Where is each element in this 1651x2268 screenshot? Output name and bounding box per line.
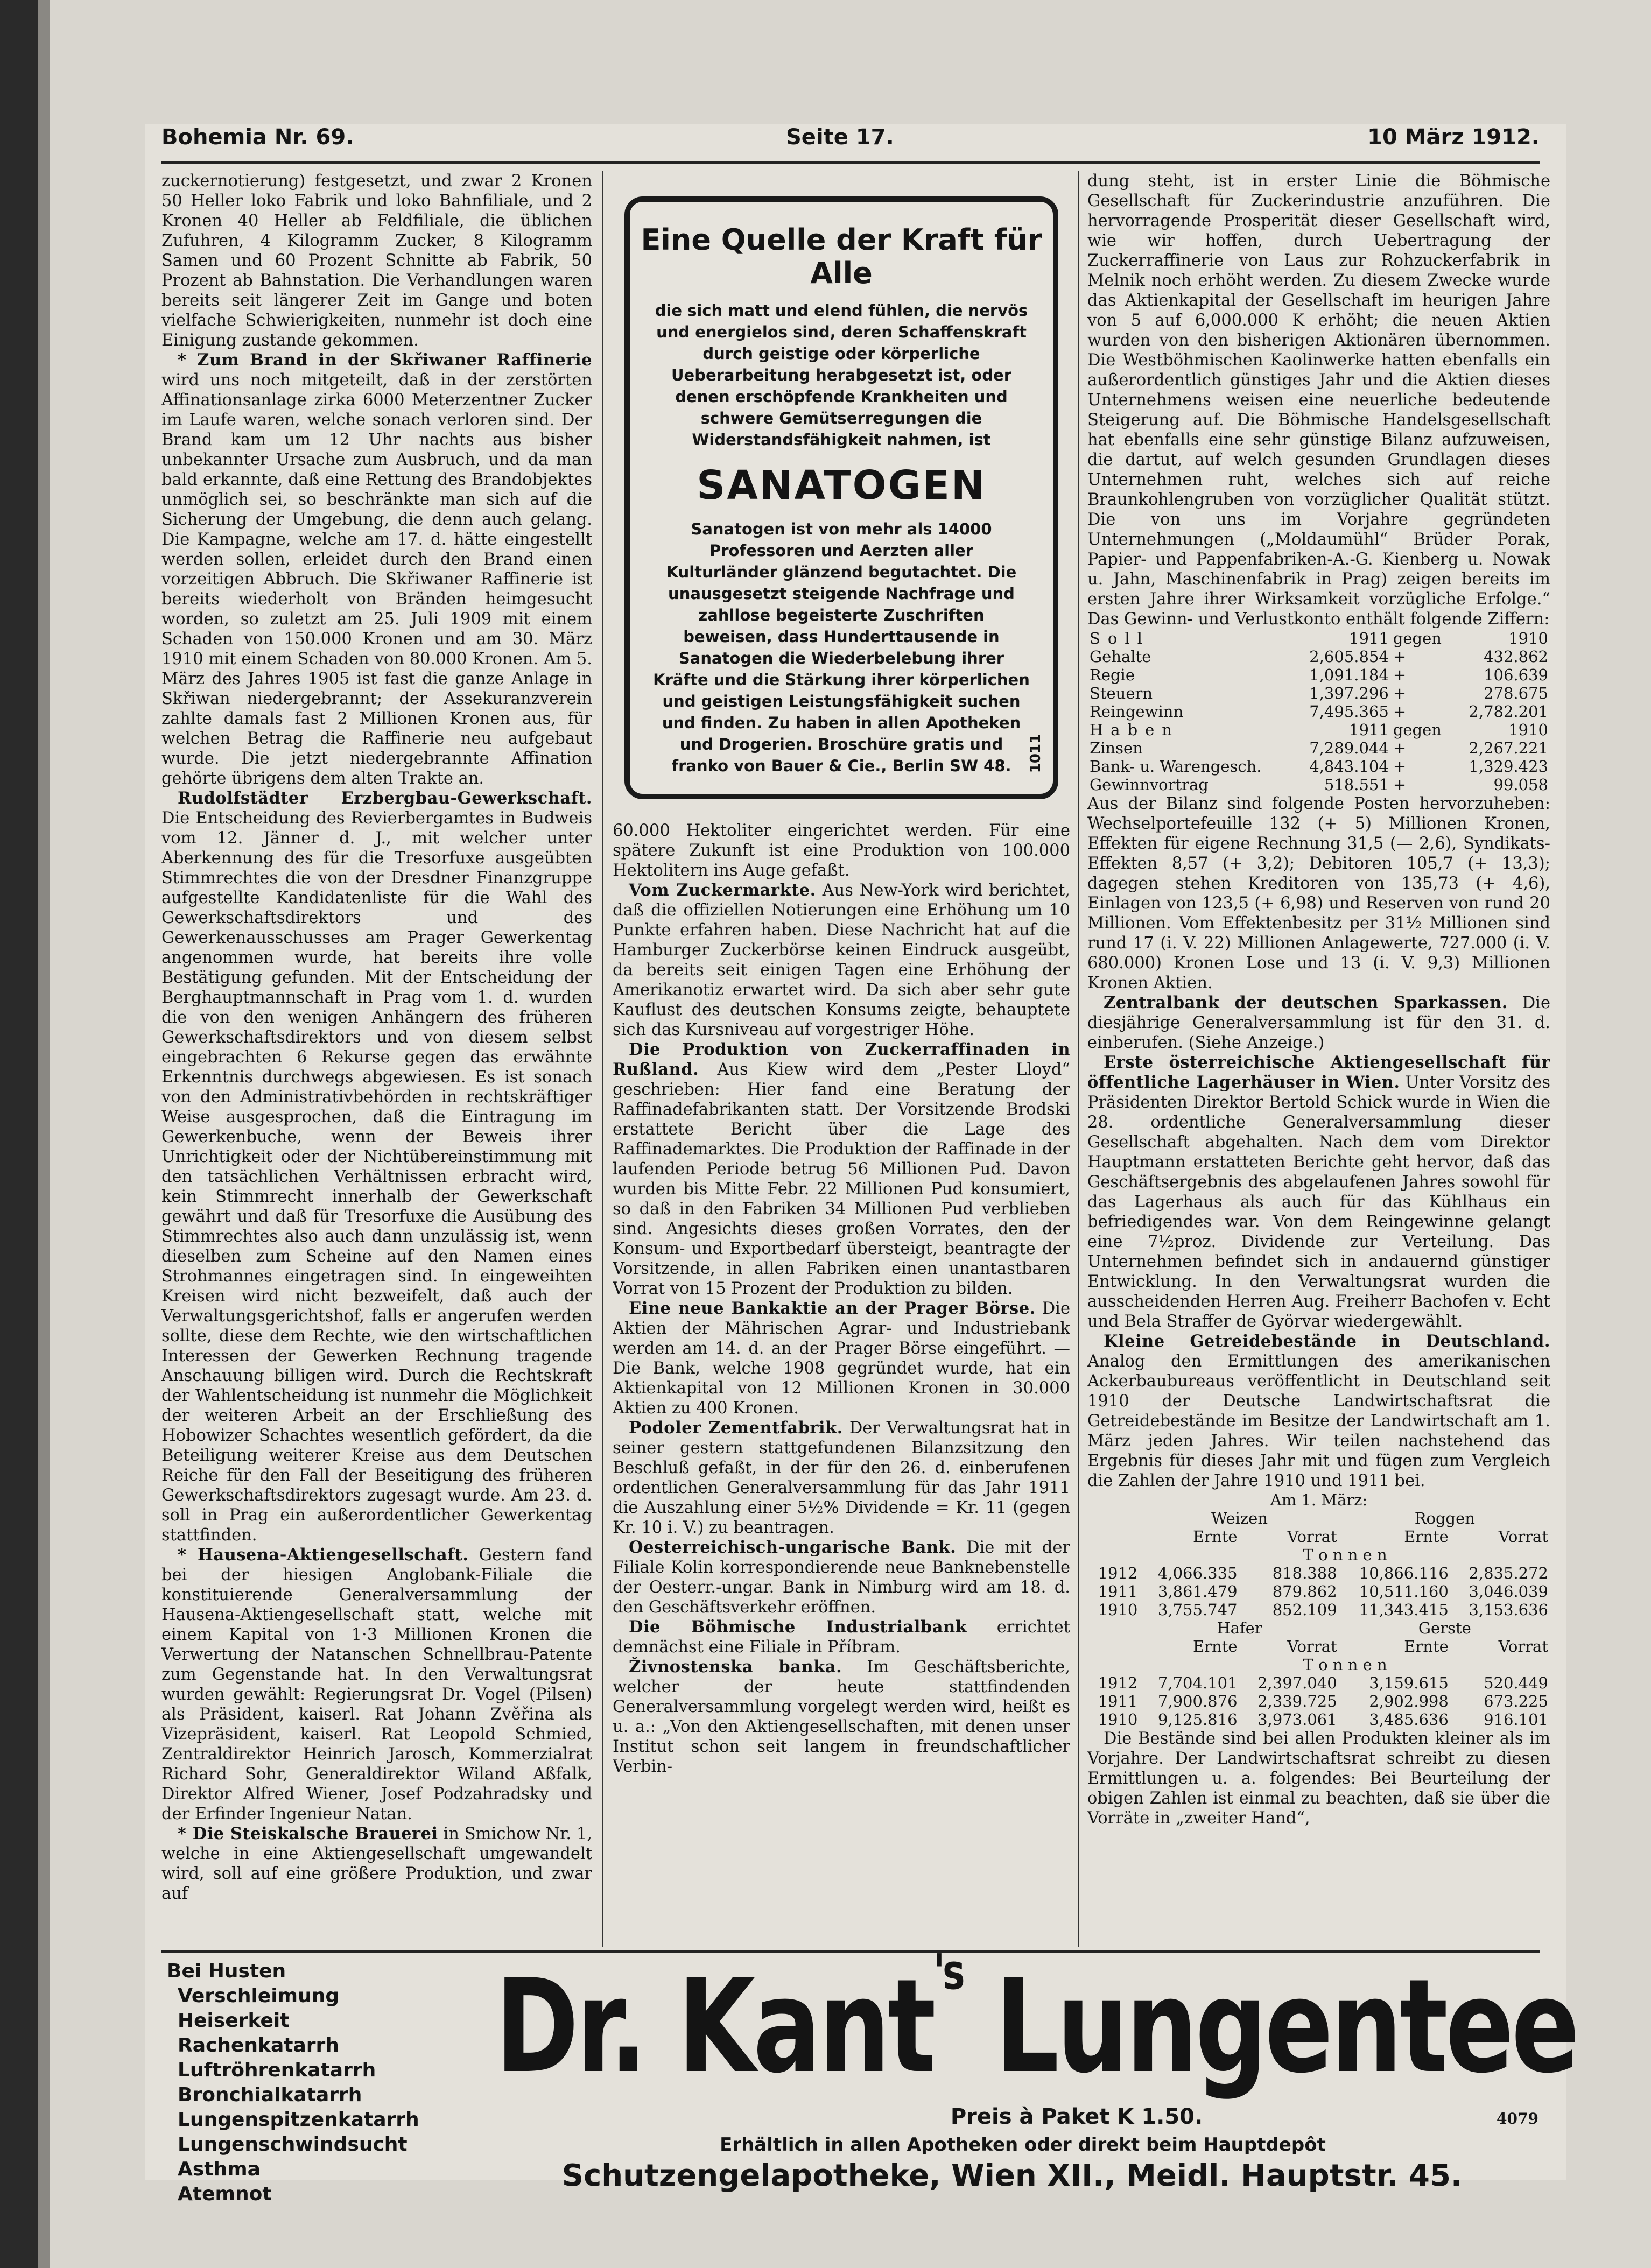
- table-cell: 432.862: [1484, 647, 1548, 666]
- table-cell: Vorrat: [1287, 1637, 1337, 1656]
- table-row: [1087, 1546, 1550, 1564]
- table-cell: Haben: [1090, 721, 1179, 739]
- article-text: Die Bestände sind bei allen Produkten kleiner als im Vorjahre. Der Landwirtschaftsrat schreibt zu diesen Ermittlungen u. a. folgendes: Bei Beurteilung der obigen Zahlen ist einmal zu beachten, daß sie über die Vorräte in „zweiter Hand“,: [1087, 1729, 1550, 1828]
- table-row: [1087, 1674, 1550, 1692]
- table-cell: Reingewinn: [1090, 702, 1184, 721]
- table-cell: 106.639: [1484, 666, 1548, 684]
- table-cell: T o n n e n: [1303, 1546, 1387, 1564]
- table-cell: +: [1393, 647, 1407, 666]
- table-cell: +: [1393, 739, 1407, 757]
- table-row: [1087, 739, 1550, 757]
- article-text: Unter Vorsitz des Präsidenten Direktor Bertold Schick wurde in Wien die 28. ordentliche Generalversammlung dieser Gesellschaft abgehalten. Nach dem vom Direktor Hauptmann erstatteten Berichte geht hervor, daß das Geschäftsergebnis des abgelaufenen Jahres sowohl für das Lagerhaus als auch für das Kühlhaus ein befriedigendes war. Von dem Reingewinne gelangt eine 7½proz. Dividende zur Verteilung. Das Unternehmen befindet sich in andauernd günstiger Entwicklung. In den Verwaltungsrat wurden die ausscheidenden Herren Aug. Freiherr Bachofen v. Echt und Bela Straffer de Györvar wiedergewählt.: [1087, 1073, 1550, 1331]
- table-row: [1087, 1582, 1550, 1601]
- table-row: [1087, 1656, 1550, 1674]
- article-text: wird uns noch mitgeteilt, daß in der zerstörten Affinationsanlage zirka 6000 Meterzentner Zucker im Laufe waren, welche sonach verloren sind. Der Brand kam um 12 Uhr nachts aus bisher unbekannter Ursache zum Ausbruch, und da man bald erkannte, daß eine Rettung des Brandobjektes unmöglich sei, so beschränkte man sich auf die Sicherung der Umgebung, die denn auch gelang. Die Kampagne, welche am 17. d. hätte eingestellt werden sollen, erleidet durch den Brand einen vorzeitigen Abbruch. Die Skřiwaner Raffinerie ist bereits wiederholt von Bränden heimgesucht worden, so zuletzt am 25. Juli 1909 mit einem Schaden von 150.000 Kronen und am 30. März 1910 mit einem Schaden von 80.000 Kronen. Am 5. März des Jahres 1905 ist fast die ganze Anlage in Skřiwan niedergebrannt; der Assekuranzverein zahlte damals fast 2 Millionen Kronen aus, für welchen Betrag die Raffinerie neu aufgebaut wurde. Die jetzt niedergebrannte Affination gehörte übrigens dem alten Trakte an.: [161, 371, 592, 788]
- title-main: Dr. Kant: [495, 1951, 934, 2102]
- table-cell: 1911: [1098, 1582, 1138, 1601]
- article-paragraph: [161, 171, 592, 350]
- table-cell: T o n n e n: [1303, 1656, 1387, 1674]
- table-cell: Gehalte: [1090, 647, 1151, 666]
- table-cell: 818.388: [1272, 1564, 1337, 1582]
- table-cell: 1911: [1349, 629, 1389, 647]
- table-cell: 1912: [1098, 1674, 1138, 1692]
- table-row: [1087, 1710, 1550, 1729]
- article-lead: * Zum Brand in der Skřiwaner Raffinerie: [178, 350, 592, 370]
- article-text: zuckernotierung) festgesetzt, und zwar 2 Kronen 50 Heller loko Fabrik und loko Bahnfiliale, und 2 Kronen 40 Heller ab Feldfiliale, die üblichen Zufuhren, 4 Kilogramm Zucker, 8 Kilogramm Samen und 60 Prozent Schnitte ab Fabrik, 50 Prozent ab Bahnstation. Die Verhandlungen waren bereits seit längerer Zeit im Gange und boten vielfache Schwierigkeiten, nunmehr ist doch eine Einigung zustande gekommen.: [161, 172, 592, 350]
- table-cell: gegen: [1393, 721, 1442, 739]
- article-text: Gestern fand bei der hiesigen Anglobank-Filiale die konstituierende Generalversammlung der Hausena-Aktiengesellschaft statt, welche mit einem Kapital von 1·3 Millionen Kronen die Verwertung der Natanschen Schnellbrau-Patente zum Gegenstande hat. In den Verwaltungsrat wurden gewählt: Regierungsrat Dr. Vogel (Pilsen) als Präsident, kaiserl. Rat Johann Zvěřina als Vizepräsident, kaiserl. Rat Leopold Schmied, Zentraldirektor Heinrich Jarosch, Kommerzialrat Richard Sohr, Generaldirektor Wiland Aßfalk, Direktor Alfred Wiener, Josef Podzahradsky und der Erfinder Ingenieur Natan.: [161, 1546, 592, 1823]
- table-cell: gegen: [1393, 629, 1442, 647]
- table-cell: 673.225: [1484, 1692, 1548, 1710]
- table-row: [1087, 721, 1550, 739]
- table-cell: 1910: [1098, 1710, 1138, 1729]
- scan-binding-shadow: [38, 0, 50, 2268]
- table-cell: 3,159.615: [1369, 1674, 1449, 1692]
- article-paragraph: [161, 350, 592, 788]
- article-text: errichtet demnächst eine Filiale in Příbram.: [613, 1618, 1070, 1657]
- profit-loss-table: [1087, 629, 1550, 794]
- table-row: [1087, 1564, 1550, 1582]
- table-cell: 852.109: [1272, 1601, 1337, 1619]
- article-paragraph: [161, 788, 592, 1545]
- table-row: [1087, 1692, 1550, 1710]
- article-lead: Erste österreichische Aktiengesellschaft für öffentliche Lagerhäuser in Wien.: [1087, 1053, 1550, 1092]
- table-cell: 2,267.221: [1469, 739, 1548, 757]
- article-text: Die mit der Filiale Kolin korrespondierende neue Banknebenstelle der Oesterr.-ungar. Bank in Nimburg wird am 18. d. den Geschäftsverkehr eröffnen.: [613, 1538, 1070, 1617]
- ad-body: die sich matt und elend fühlen, die nervös und energielos sind, deren Schaffenskraft durch geistige oder körperliche Ueberarbeitung herabgesetzt ist, oder denen erschöpfende Krankheiten und schwere Gemütserregungen die Widerstandsfähigkeit nahmen, ist: [655, 301, 1028, 449]
- table-cell: 1912: [1098, 1564, 1138, 1582]
- symptom-item: Luftröhrenkatarrh: [178, 2059, 376, 2081]
- table-cell: 9,125.816: [1157, 1710, 1238, 1729]
- table-cell: 7,900.876: [1157, 1692, 1238, 1710]
- article-text: 60.000 Hektoliter eingerichtet werden. Für eine spätere Zukunft ist eine Produktion von 100.000 Hektolitern ins Auge gefaßt.: [613, 821, 1070, 880]
- table-cell: Ernte: [1404, 1637, 1449, 1656]
- table-cell: Gewinnvortrag: [1090, 776, 1209, 794]
- article-text: Analog den Ermittlungen des amerikanischen Ackerbaubureaus veröffentlicht in Deutschland seit 1910 der Deutsche Landwirtschaftsrat die Getreidebestände im Besitze der Landwirtschaft am 1. März jeden Jahres. Wir teilen nachstehend das Ergebnis für dieses Jahr mit und fügen zum Vergleich die Zahlen der Jahre 1910 und 1911 bei.: [1087, 1352, 1550, 1490]
- table-cell: 278.675: [1484, 684, 1548, 702]
- table-cell: 7,495.365: [1309, 702, 1389, 721]
- table-cell: 1911: [1098, 1692, 1138, 1710]
- article-paragraph: [161, 1545, 592, 1824]
- table-cell: Ernte: [1404, 1527, 1449, 1546]
- table-cell: Ernte: [1192, 1637, 1238, 1656]
- ad-number: 4079: [1497, 2110, 1538, 2128]
- table-cell: 916.101: [1484, 1710, 1548, 1729]
- article-text: Die diesjährige Generalversammlung ist für den 31. d. einberufen. (Siehe Anzeige.): [1087, 994, 1550, 1052]
- price-line: Preis à Paket K 1.50.: [950, 2104, 1203, 2129]
- table-row: [1087, 684, 1550, 702]
- table-cell: [1087, 1546, 1140, 1564]
- table-row: [1087, 647, 1550, 666]
- table-cell: 1,329.423: [1469, 757, 1548, 776]
- article-lead: Podoler Zementfabrik.: [629, 1418, 843, 1438]
- article-paragraph: [613, 881, 1070, 1040]
- symptom-item: Lungenspitzenkatarrh: [178, 2109, 419, 2131]
- article-paragraph: [613, 821, 1070, 881]
- table-cell: 10,511.160: [1359, 1582, 1449, 1601]
- page-header: [161, 125, 1540, 157]
- table-cell: Hafer: [1217, 1619, 1262, 1637]
- table-cell: 4,066.335: [1157, 1564, 1238, 1582]
- article-text: in Smichow Nr. 1, welche in eine Aktiengesellschaft umgewandelt wird, soll auf eine größere Produktion, und zwar auf: [161, 1825, 592, 1903]
- availability-line: Erhältlich in allen Apotheken oder direkt beim Hauptdepôt: [720, 2134, 1326, 2156]
- table-cell: 518.551: [1324, 776, 1389, 794]
- table-cell: +: [1393, 757, 1407, 776]
- symptom-item: Rachenkatarrh: [178, 2034, 339, 2056]
- table-cell: 3,861.479: [1157, 1582, 1238, 1601]
- symptom-list: [167, 1959, 468, 2207]
- table-cell: Weizen: [1211, 1509, 1268, 1527]
- article-lead: Vom Zuckermarkte.: [629, 881, 816, 900]
- table-cell: 99.058: [1493, 776, 1548, 794]
- article-lead: Zentralbank der deutschen Sparkassen.: [1104, 993, 1508, 1012]
- ad-body-2: Sanatogen ist von mehr als 14000 Professoren und Aerzten aller Kulturländer glänzend begutachtet. Die unausgesetzt steigende Nachfrage und zahllose begeisterte Zuschriften beweisen, dass Hunderttausende in Sanatogen die Wiederbelebung ihrer Kräfte und die Stärkung ihrer körperlichen und geistigen Leistungsfähigkeit suchen und finden. Zu haben in allen Apotheken und Drogerien. Broschüre gratis und franko von Bauer & Cie., Berlin SW 48.: [653, 520, 1030, 775]
- article-paragraph: [613, 1538, 1070, 1617]
- column-1: [161, 171, 592, 1947]
- article-lead: Oesterreichisch-ungarische Bank.: [629, 1538, 957, 1557]
- table-row: [1087, 1637, 1550, 1656]
- article-text: dung steht, ist in erster Linie die Böhmische Gesellschaft für Zuckerindustrie anzuführen. Die hervorragende Prosperität dieser Gesellschaft wird, wie wir hoffen, durch Uebertragung der Zuckerraffinerie von Laus zur Rohzuckerfabrik in Melnik noch erhöht werden. Zu diesem Zwecke wurde das Aktienkapital der Gesellschaft im heurigen Jahre von 5 auf 6,000.000 K erhöht; die neuen Aktien wurden von den bisherigen Aktionären übernommen. Die Westböhmischen Kaolinwerke hatten ebenfalls ein außerordentlich günstiges Jahr und die Aktien dieses Unternehmens weisen eine neuerliche bedeutende Steigerung auf. Die Böhmische Handelsgesellschaft hat ebenfalls eine sehr günstige Bilanz aufzuweisen, die dartut, auf welch gesunden Grundlagen dieses Unternehmen ruht, welches sich auf reiche Braunkohlengruben von vorzüglicher Qualität stützt. Die von uns im Vorjahre gegründeten Unternehmungen („Moldaumühl“ Brüder Porak, Papier- und Pappenfabriken-A.-G. Kienberg u. Nowak u. Jahn, Maschinenfabrik in Prag) zeigen bereits im ersten Jahre ihrer Wirksamkeit vorzügliche Erfolge.“ Das Gewinn- und Verlustkonto enthält folgende Ziffern:: [1087, 172, 1550, 629]
- table-row: [1087, 776, 1550, 794]
- table-row: [1087, 1527, 1550, 1546]
- article-text: Der Verwaltungsrat hat in seiner gestern stattgefundenen Bilanzsitzung den Beschluß gefaßt, in der für den 26. d. einberufenen ordentlichen Generalversammlung für das Jahr 1911 die Auszahlung einer 5½% Dividende = Kr. 11 (gegen Kr. 10 i. V.) zu beantragen.: [613, 1419, 1070, 1537]
- article-paragraph: [161, 1824, 592, 1904]
- article-paragraph: [613, 1299, 1070, 1418]
- article-paragraph: [1087, 1332, 1550, 1491]
- table-cell: Vorrat: [1287, 1527, 1337, 1546]
- ad-code: 1011: [1027, 734, 1044, 773]
- table-cell: Regie: [1090, 666, 1135, 684]
- table-cell: 520.449: [1484, 1674, 1548, 1692]
- table-cell: 2,782.201: [1469, 702, 1548, 721]
- article-text: Aus New-York wird berichtet, daß die offiziellen Notierungen eine Erhöhung um 10 Punkte erfahren haben. Diese Nachricht hat auf die Hamburger Zuckerbörse keinen Eindruck ausgeübt, da bereits seit einigen Tagen eine Erhöhung der Amerikanotiz erwartet wird. Da sich aber sehr gute Kauflust des deutschen Konsums zeigte, behauptete sich das Kursniveau auf vorgestriger Höhe.: [613, 881, 1070, 1039]
- grain-table-title: Am 1. März:: [1270, 1491, 1368, 1509]
- table-cell: 1910: [1098, 1601, 1138, 1619]
- table-row: [1087, 1601, 1550, 1619]
- article-paragraph: [1087, 993, 1550, 1053]
- article-paragraph: [1087, 1053, 1550, 1332]
- article-paragraph: [1087, 794, 1550, 993]
- symptom-item: Atemnot: [178, 2183, 272, 2205]
- article-paragraph: [613, 1617, 1070, 1657]
- symptom-item: Heiserkeit: [178, 2010, 290, 2032]
- article-paragraph: [613, 1657, 1070, 1777]
- table-cell: Soll: [1090, 629, 1150, 647]
- article-paragraph: [613, 1418, 1070, 1538]
- table-cell: 1911: [1349, 721, 1389, 739]
- article-lead: Die Böhmische Industrialbank: [629, 1617, 967, 1637]
- table-row: [1087, 629, 1550, 647]
- symptom-item: Verschleimung: [178, 1985, 340, 2007]
- scan-binding-edge: [0, 0, 38, 2268]
- table-cell: Steuern: [1090, 684, 1153, 702]
- column-divider: [1078, 171, 1079, 1947]
- ad-headline: Eine Quelle der Kraft für Alle: [641, 223, 1042, 290]
- table-cell: 4,843.104: [1309, 757, 1389, 776]
- table-cell: 2,835.272: [1469, 1564, 1548, 1582]
- table-cell: Ernte: [1192, 1527, 1238, 1546]
- table-cell: Bank- u. Warengesch.: [1090, 757, 1262, 776]
- sanatogen-advertisement: [624, 196, 1058, 799]
- article-lead: Kleine Getreidebestände in Deutschland.: [1104, 1332, 1550, 1351]
- article-text: Aus der Bilanz sind folgende Posten hervorzuheben: Wechselportefeuille 132 (+ 5) Millionen Kronen, Effekten für eigene Rechnung 31,5 (— 2,6), Syndikats-Effekten 8,57 (+ 3,2); Debitoren 105,7 (+ 13,3); dagegen stehen Kreditoren von 135,73 (+ 4,6), Einlagen von 123,5 (+ 6,98) und Reserven von rund 20 Millionen. Vom Effektenbesitz per 31½ Millionen sind rund 17 (i. V. 22) Millionen Anlagewerte, 727.000 (i. V. 680.000) Kronen Lose und 13 (i. V. 9,3) Millionen Kronen Aktien.: [1087, 794, 1550, 992]
- table-cell: [1087, 1637, 1140, 1656]
- table-cell: 10,866.116: [1359, 1564, 1449, 1582]
- table-cell: 3,046.039: [1469, 1582, 1548, 1601]
- grain-table: [1087, 1491, 1550, 1729]
- symptom-item: Bronchialkatarrh: [178, 2084, 362, 2106]
- column-divider: [602, 171, 603, 1947]
- table-cell: [1087, 1619, 1140, 1637]
- lungentee-title: [495, 1944, 1577, 2110]
- table-cell: Zinsen: [1090, 739, 1143, 757]
- symptom-item: Asthma: [178, 2158, 261, 2180]
- article-text: Die Entscheidung des Revierbergamtes in Budweis vom 12. Jänner d. J., mit welcher unter Aberkennung des für die Tresorfuxe ausgeübten Stimmrechtes die von der Dresdner Finanzgruppe aufgestellte Kandidatenliste für die Wahl des Gewerkschaftsdirektors und des Gewerkenausschusses am Prager Gewerkentag angenommen wurde, hat bereits ihre volle Bestätigung gefunden. Mit der Entscheidung der Berghauptmannschaft in Prag vom 1. d. wurden die von den wenigen Anhängern des früheren Gewerkschaftsdirektors und von diesem selbst eingebrachten 6 Rekurse gegen das erwähnte Erkenntnis durchwegs abgewiesen. Es ist sonach von den Administrativbehörden in rechtskräftiger Weise ausgesprochen, daß die Eintragung im Gewerkenbuche, wenn der Beweis ihrer Unrichtigkeit oder der Nichtübereinstimmung mit den tatsächlichen Verhältnissen erbracht wird, kein Stimmrecht innerhalb der Gewerkschaft gewährt und daß für Tresorfuxe die Ausübung des Stimmrechtes also auch dann unzulässig ist, wenn dieselben zum Scheine auf den Namen eines Strohmannes eingetragen sind. In eingeweihten Kreisen wird nicht bezweifelt, daß auch der Verwaltungsgerichtshof, falls er angerufen werden sollte, diese dem Rechte, wie den wirtschaftlichen Interessen der Gewerken Rechnung tragende Anschauung billigen wird. Durch die Rechtskraft der Wahlentscheidung ist nunmehr die Möglichkeit der weiteren Arbeit an der Erschließung des Hobowizer Schachtes wesentlich gefördert, da die Beteiligung weiterer Kreise aus dem Deutschen Reiche für den Fall der Beseitigung des früheren Gewerkschaftsdirektors zugesagt wurde. Am 23. d. soll in Prag ein außerordentlicher Gewerkentag stattfinden.: [161, 809, 592, 1545]
- table-cell: 2,339.725: [1257, 1692, 1337, 1710]
- column-2: [613, 821, 1070, 1946]
- table-cell: Vorrat: [1498, 1637, 1548, 1656]
- title-end: Lungentee: [995, 1951, 1577, 2102]
- article-lead: Živnostenska banka.: [629, 1657, 842, 1677]
- article-lead: Eine neue Bankaktie an der Prager Börse.: [629, 1299, 1036, 1318]
- table-cell: 2,902.998: [1369, 1692, 1449, 1710]
- depot-line: Schutzengelapotheke, Wien XII., Meidl. Hauptstr. 45.: [561, 2158, 1463, 2193]
- table-row: [1087, 1509, 1550, 1527]
- table-cell: Gerste: [1418, 1619, 1471, 1637]
- table-row: [1087, 1619, 1550, 1637]
- article-lead: Rudolfstädter Erzbergbau-Gewerkschaft.: [178, 788, 592, 808]
- table-cell: Roggen: [1414, 1509, 1475, 1527]
- table-cell: 3,755.747: [1157, 1601, 1238, 1619]
- table-cell: 1,397.296: [1309, 684, 1389, 702]
- table-cell: 7,289.044: [1309, 739, 1389, 757]
- article-lead: * Die Steiskalsche Brauerei: [178, 1824, 438, 1843]
- column-3: [1087, 171, 1550, 1947]
- table-cell: [1087, 1656, 1140, 1674]
- table-cell: +: [1393, 776, 1407, 794]
- article-text: Aus Kiew wird dem „Pester Lloyd“ geschrieben: Hier fand eine Beratung der Raffinadefabrikanten statt. Der Vorsitzende Brodski erstattete Bericht über die Lage des Raffinademarktes. Die Produktion der Raffinade in der laufenden Periode betrug 56 Millionen Pud. Davon wurden bis Mitte Febr. 22 Millionen Pud konsumiert, so daß in den Fabriken 34 Millionen Pud verblieben sind. Angesichts dieses großen Vorrates, den der Konsum- und Exportbedarf übersteigt, beantragte der Vorsitzende, in allen Fabriken einen unantastbaren Vorrat von 15 Prozent der Produktion zu bilden.: [613, 1060, 1070, 1298]
- ad-brand: SANATOGEN: [697, 462, 986, 509]
- table-cell: 3,153.636: [1469, 1601, 1548, 1619]
- table-cell: +: [1393, 666, 1407, 684]
- table-cell: Vorrat: [1498, 1527, 1548, 1546]
- table-row: [1087, 666, 1550, 684]
- header-rule: [161, 161, 1540, 164]
- table-cell: [1087, 1527, 1140, 1546]
- table-row: [1087, 757, 1550, 776]
- title-sup: 's: [933, 1944, 963, 2001]
- table-cell: 1,091.184: [1309, 666, 1389, 684]
- article-text: Die Aktien der Mährischen Agrar- und Industriebank werden am 14. d. an der Prager Börse eingeführt. — Die Bank, welche 1908 gegründet wurde, hat ein Aktienkapital von 12 Millionen Kronen in 30.000 Aktien zu 400 Kronen.: [613, 1299, 1070, 1418]
- table-cell: 3,485.636: [1369, 1710, 1449, 1729]
- article-paragraph: [613, 1040, 1070, 1299]
- symptom-item: Lungenschwindsucht: [178, 2133, 408, 2156]
- table-cell: 2,605.854: [1309, 647, 1389, 666]
- header-date: 10 März 1912.: [1367, 125, 1540, 150]
- table-cell: 1910: [1508, 629, 1548, 647]
- table-cell: +: [1393, 702, 1407, 721]
- article-text: Im Geschäftsberichte, welcher der heute stattfindenden Generalversammlung vorgelegt werden wird, heißt es u. a.: „Von den Aktiengesellschaften, mit denen unser Institut schon seit langem in freundschaftlicher Verbin-: [613, 1658, 1070, 1776]
- table-cell: [1087, 1509, 1140, 1527]
- article-lead: Die Produktion von Zuckerraffinaden in Rußland.: [613, 1040, 1070, 1079]
- table-cell: +: [1393, 684, 1407, 702]
- table-cell: 1910: [1508, 721, 1548, 739]
- article-lead: * Hausena-Aktiengesellschaft.: [178, 1545, 469, 1565]
- header-publication: Bohemia Nr. 69.: [161, 125, 354, 150]
- table-cell: 879.862: [1272, 1582, 1337, 1601]
- header-page-number: Seite 17.: [786, 125, 894, 150]
- symptom-item: Bei Husten: [167, 1960, 286, 1982]
- table-row: [1087, 702, 1550, 721]
- table-cell: 2,397.040: [1257, 1674, 1337, 1692]
- table-cell: 11,343.415: [1359, 1601, 1449, 1619]
- table-cell: 3,973.061: [1257, 1710, 1337, 1729]
- table-cell: 7,704.101: [1157, 1674, 1238, 1692]
